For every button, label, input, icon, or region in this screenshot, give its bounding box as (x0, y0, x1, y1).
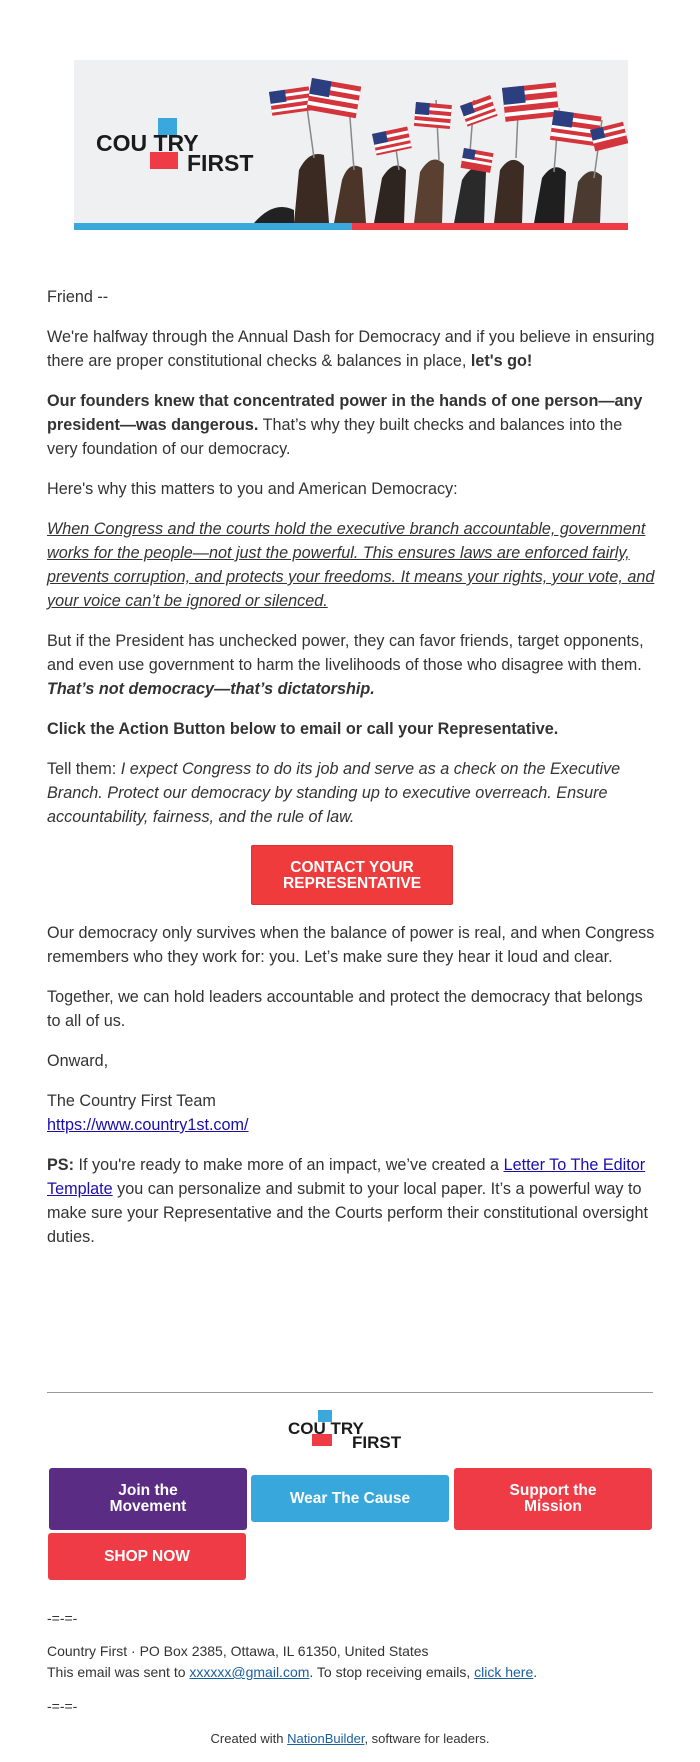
team-website-link[interactable]: https://www.country1st.com/ (47, 1116, 249, 1134)
paragraph-ps (47, 1153, 657, 1249)
support-line1: Support the (509, 1482, 597, 1499)
separator-top: -=-=- (47, 1610, 78, 1626)
contact-representative-button[interactable] (251, 845, 453, 905)
footer-logo-line2: FIRST (352, 1433, 402, 1452)
dictatorship-bold-italic: That’s not democracy—that’s dictatorship. (47, 680, 375, 698)
period: . (533, 1664, 538, 1680)
footer-logo-line1: COU TRY (288, 1419, 364, 1438)
accountability-italic: When Congress and the courts hold the executive branch accountable, government works for the people—not just the powerful. This ensures laws are enforced fairly, prevents corruption, and protects your freedoms. It means your rights, your vote, and your voice can’t be ignored or silenced. (47, 520, 655, 610)
paragraph-tell-them (47, 757, 657, 829)
sent-to-text: This email was sent to (47, 1664, 190, 1680)
paragraph-founders (47, 389, 657, 461)
support-line2: Mission (524, 1498, 582, 1515)
team-link-line (47, 1113, 657, 1137)
banner-blue-stripe (74, 223, 352, 230)
join-line2: Movement (109, 1498, 187, 1515)
join-movement-button[interactable] (49, 1468, 247, 1530)
cta-wrapper (47, 845, 657, 905)
footer-divider (47, 1392, 653, 1393)
cta-line2: REPRESENTATIVE (282, 875, 422, 892)
shop-label: SHOP NOW (104, 1547, 190, 1565)
greeting: Friend -- (47, 288, 109, 306)
logo-line2: FIRST (187, 150, 254, 176)
header-banner (74, 60, 628, 230)
ps-text2: you can personalize and submit to your local paper. It’s a powerful way to make sure your Representative and the Courts perform their constitutional oversight duties. (47, 1180, 649, 1246)
ps-text1: If you're ready to make more of an impact, we’ve created a (74, 1156, 504, 1174)
created-with-line (0, 1731, 700, 1746)
hands-silhouettes (254, 154, 602, 223)
signoff: Onward, (47, 1052, 109, 1070)
tell-them-lead: Tell them: (47, 760, 121, 778)
stop-text: . To stop receiving emails, (309, 1664, 475, 1680)
paragraph-together: Together, we can hold leaders accountable and protect the democracy that belongs to all of us. (47, 988, 643, 1030)
paragraph-unchecked-power (47, 629, 657, 701)
created-suffix: , software for leaders. (364, 1731, 490, 1746)
separator-bottom: -=-=- (47, 1698, 78, 1714)
cta-line1: CONTACT YOUR (290, 859, 414, 876)
founders-text: That’s why they built checks and balances into the very foundation of our democracy. (47, 416, 623, 458)
letter-to-editor-link[interactable]: Letter To The Editor Template (47, 1156, 646, 1198)
footer-address: Country First · PO Box 2385, Ottawa, IL 61350, United States (47, 1643, 429, 1659)
intro-text: We're halfway through the Annual Dash for Democracy and if you believe in ensuring there are proper constitutional checks & balances in place, (47, 328, 655, 370)
email-body (47, 285, 657, 1249)
unsubscribe-link[interactable]: click here (474, 1664, 534, 1680)
wear-the-cause-button[interactable] (251, 1475, 449, 1522)
tell-them-italic: I expect Congress to do its job and serve as a check on the Executive Branch. Protect our democracy by standing up to executive overreach. Ensure accountability, fairness, and the rule of law. (47, 760, 621, 826)
paragraph-accountability (47, 517, 657, 613)
unchecked-text: But if the President has unchecked power, they can favor friends, target opponents, and even use government to harm the livelihoods of those who disagree with them. (47, 632, 644, 674)
banner-red-stripe (352, 223, 628, 230)
join-line1: Join the (118, 1482, 178, 1499)
paragraph-action (47, 717, 657, 741)
action-bold: Click the Action Button below to email or call your Representative. (47, 720, 559, 738)
wear-label: Wear The Cause (289, 1489, 411, 1507)
paragraph-balance: Our democracy only survives when the balance of power is real, and when Congress remembers who they work for: you. Let’s make sure they hear it loud and clear. (47, 924, 655, 966)
support-mission-button[interactable] (454, 1468, 652, 1530)
founders-bold: Our founders knew that concentrated power in the hands of one person—any president—was dangerous. (47, 392, 643, 434)
shop-now-button[interactable] (48, 1533, 246, 1580)
footer-unsubscribe-line (47, 1662, 537, 1682)
footer-logo (288, 1410, 418, 1454)
banner-logo (96, 118, 276, 178)
paragraph-why: Here's why this matters to you and American Democracy: (47, 480, 458, 498)
intro-bold: let's go! (470, 352, 533, 370)
created-prefix: Created with (210, 1731, 288, 1746)
waving-flags-illustration (254, 60, 628, 223)
logo-line1: COU TRY (96, 130, 199, 156)
nationbuilder-link[interactable]: NationBuilder (287, 1731, 365, 1746)
team-name: The Country First Team (47, 1092, 216, 1110)
paragraph-intro (47, 325, 657, 373)
recipient-email-link[interactable]: xxxxxx@gmail.com (189, 1664, 310, 1680)
ps-label: PS: (47, 1156, 74, 1174)
